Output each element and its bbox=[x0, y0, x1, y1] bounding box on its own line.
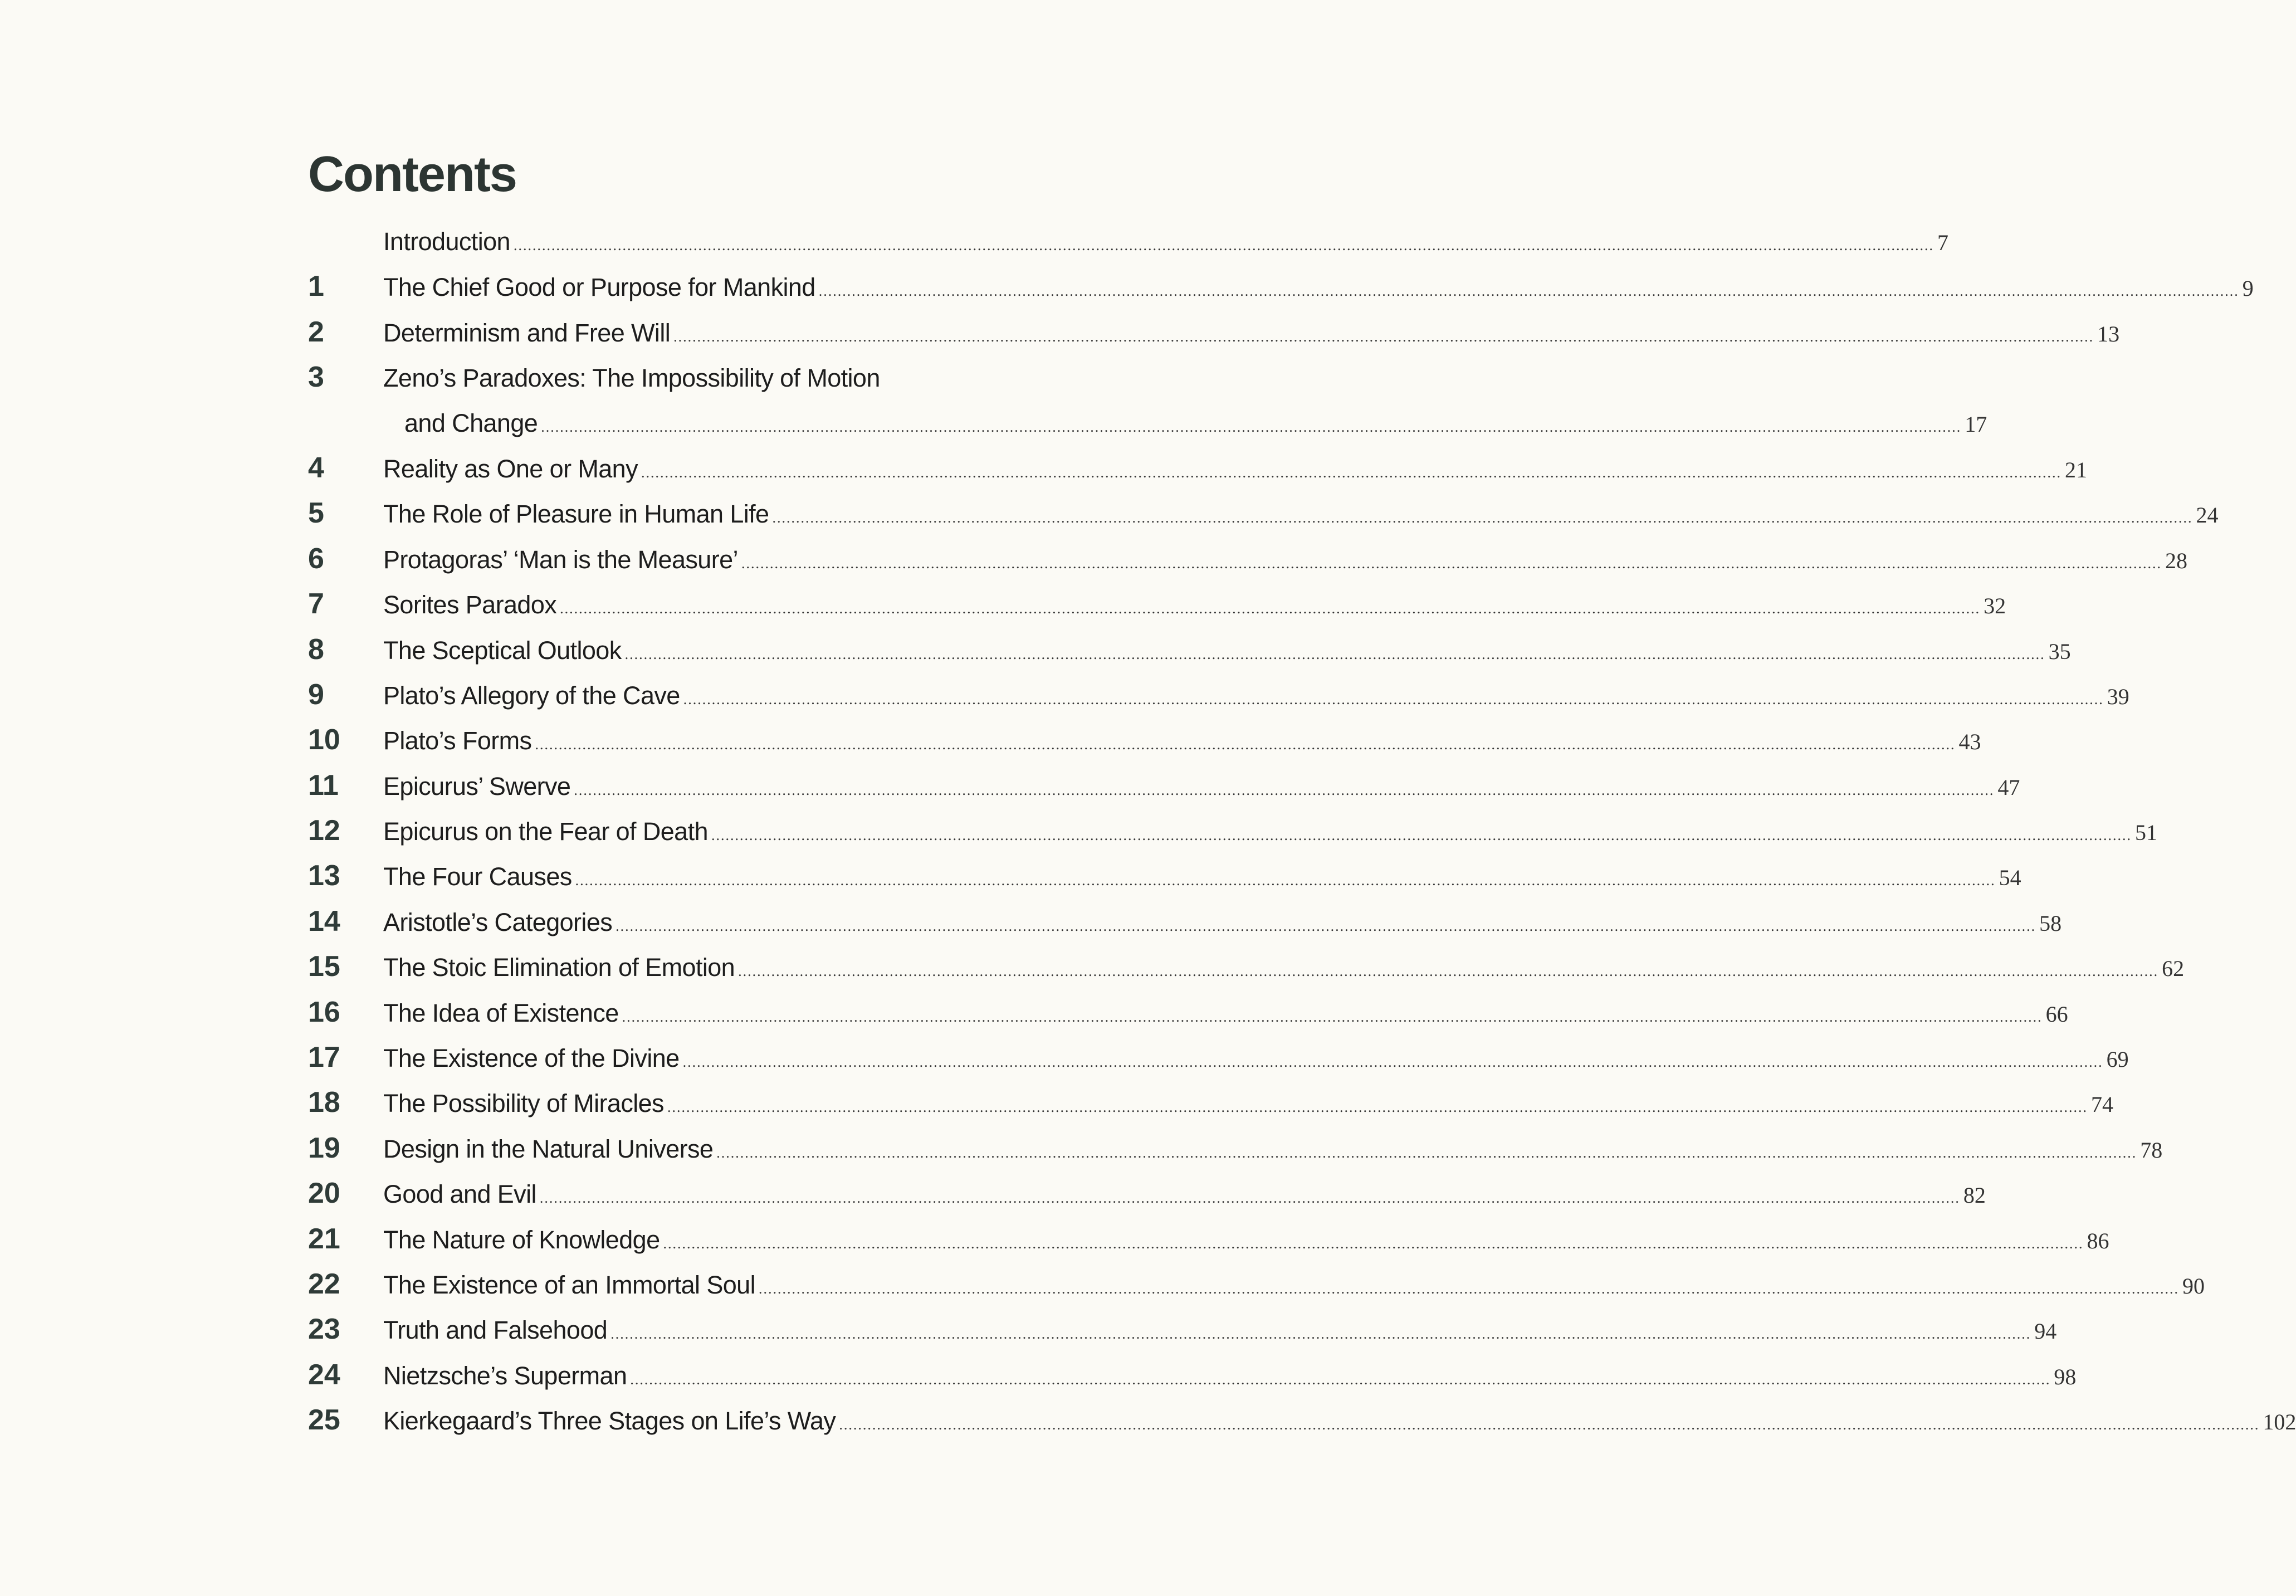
chapter-number: 1 bbox=[308, 270, 324, 303]
page-number: 86 bbox=[2087, 1228, 2109, 1253]
toc-entry bbox=[308, 899, 2062, 944]
chapter-title-continuation: and Change bbox=[404, 408, 538, 437]
chapter-number: 17 bbox=[308, 1041, 340, 1074]
toc-entry bbox=[308, 853, 2021, 899]
table-of-contents bbox=[308, 219, 2296, 1443]
toc-entry bbox=[308, 582, 2006, 627]
leader-dots: ............................................................................................................................................................................................................................................................................................................ bbox=[663, 1235, 2084, 1252]
page-title: Contents bbox=[308, 147, 516, 202]
leader-dots: ............................................................................................................................................................................................................................................................................................................ bbox=[738, 963, 2159, 980]
chapter-title: Good and Evil bbox=[383, 1180, 536, 1209]
chapter-title: Plato’s Forms bbox=[383, 726, 532, 755]
leader-dots: ............................................................................................................................................................................................................................................................................................................ bbox=[741, 555, 2162, 572]
chapter-number: 20 bbox=[308, 1177, 340, 1210]
chapter-title: The Sceptical Outlook bbox=[383, 636, 622, 665]
page-number: 24 bbox=[2196, 502, 2219, 528]
page-number: 47 bbox=[1997, 774, 2020, 800]
page-number: 74 bbox=[2090, 1092, 2113, 1117]
chapter-number: 9 bbox=[308, 678, 324, 711]
leader-dots: ............................................................................................................................................................................................................................................................................................................ bbox=[630, 1371, 2051, 1388]
chapter-title: Protagoras’ ‘Man is the Measure’ bbox=[383, 545, 738, 574]
toc-entry bbox=[308, 1307, 2057, 1352]
page-number: 43 bbox=[1958, 729, 1981, 755]
page-number: 102 bbox=[2263, 1409, 2296, 1435]
page-number: 32 bbox=[1984, 593, 2006, 619]
chapter-number: 19 bbox=[308, 1131, 340, 1164]
chapter-number: 18 bbox=[308, 1086, 340, 1119]
page-number: 69 bbox=[2106, 1047, 2129, 1072]
chapter-number: 13 bbox=[308, 860, 340, 892]
page-number: 35 bbox=[2048, 638, 2071, 664]
page-number: 13 bbox=[2097, 321, 2120, 346]
toc-entry bbox=[308, 1353, 2077, 1398]
leader-dots: ............................................................................................................................................................................................................................................................................................................ bbox=[610, 1326, 2031, 1343]
chapter-title: Truth and Falsehood bbox=[383, 1316, 608, 1345]
leader-dots: ............................................................................................................................................................................................................................................................................................................ bbox=[541, 418, 1962, 435]
chapter-title: Reality as One or Many bbox=[383, 454, 638, 483]
page-number: 94 bbox=[2034, 1319, 2057, 1344]
leader-dots: ............................................................................................................................................................................................................................................................................................................ bbox=[624, 646, 2045, 662]
page-number: 17 bbox=[1965, 411, 1987, 437]
chapter-title: Plato’s Allegory of the Cave bbox=[383, 681, 680, 710]
leader-dots: ............................................................................................................................................................................................................................................................................................................ bbox=[667, 1099, 2088, 1116]
chapter-title: Introduction bbox=[383, 227, 510, 256]
page-number: 9 bbox=[2242, 276, 2254, 301]
toc-entry bbox=[308, 1080, 2113, 1125]
toc-entry bbox=[308, 808, 2157, 853]
chapter-title: The Possibility of Miracles bbox=[383, 1089, 664, 1118]
leader-dots: ............................................................................................................................................................................................................................................................................................................ bbox=[682, 1054, 2103, 1071]
chapter-title: The Role of Pleasure in Human Life bbox=[383, 500, 769, 529]
page-number: 78 bbox=[2140, 1137, 2163, 1163]
chapter-number: 21 bbox=[308, 1222, 340, 1255]
page-number: 58 bbox=[2039, 910, 2062, 936]
chapter-title: Nietzsche’s Superman bbox=[383, 1361, 627, 1390]
leader-dots: ............................................................................................................................................................................................................................................................................................................ bbox=[560, 601, 1981, 617]
leader-dots: ............................................................................................................................................................................................................................................................................................................ bbox=[641, 464, 2061, 481]
page-number: 39 bbox=[2107, 684, 2129, 709]
toc-entry bbox=[308, 990, 2068, 1035]
leader-dots: ............................................................................................................................................................................................................................................................................................................ bbox=[716, 1144, 2137, 1161]
toc-entry bbox=[308, 944, 2185, 989]
leader-dots: ............................................................................................................................................................................................................................................................................................................ bbox=[615, 917, 2036, 934]
page-number: 62 bbox=[2162, 956, 2185, 982]
toc-entry bbox=[308, 446, 2087, 491]
leader-dots: ............................................................................................................................................................................................................................................................................................................ bbox=[683, 691, 2104, 707]
toc-entry-continuation bbox=[308, 401, 1987, 446]
toc-entry bbox=[308, 491, 2219, 536]
leader-dots: ............................................................................................................................................................................................................................................................................................................ bbox=[759, 1280, 2180, 1297]
page-number: 66 bbox=[2045, 1001, 2068, 1027]
chapter-title: The Idea of Existence bbox=[383, 998, 619, 1027]
page-number: 21 bbox=[2065, 457, 2087, 482]
leader-dots: ............................................................................................................................................................................................................................................................................................................ bbox=[575, 872, 1996, 889]
chapter-title: Zeno’s Paradoxes: The Impossibility of Motion bbox=[383, 364, 880, 393]
toc-entry bbox=[308, 763, 2020, 808]
chapter-title: The Four Causes bbox=[383, 862, 572, 891]
page-number: 82 bbox=[1963, 1183, 1986, 1208]
page-number: 7 bbox=[1937, 230, 1948, 255]
chapter-number: 3 bbox=[308, 361, 324, 394]
toc-entry bbox=[308, 1398, 2296, 1443]
toc-entry bbox=[308, 219, 1948, 264]
chapter-title: Epicurus’ Swerve bbox=[383, 772, 571, 801]
chapter-title: The Stoic Elimination of Emotion bbox=[383, 953, 735, 982]
chapter-number: 22 bbox=[308, 1267, 340, 1300]
chapter-number: 8 bbox=[308, 633, 324, 666]
toc-entry bbox=[308, 1217, 2109, 1262]
chapter-title: Kierkegaard’s Three Stages on Life’s Way bbox=[383, 1407, 836, 1436]
toc-entry bbox=[308, 536, 2187, 582]
toc-entry bbox=[308, 1035, 2129, 1080]
chapter-number: 14 bbox=[308, 905, 340, 938]
chapter-title: Design in the Natural Universe bbox=[383, 1134, 714, 1163]
chapter-number: 24 bbox=[308, 1358, 340, 1391]
chapter-number: 4 bbox=[308, 451, 324, 484]
leader-dots: ............................................................................................................................................................................................................................................................................................................ bbox=[622, 1008, 2043, 1025]
leader-dots: ............................................................................................................................................................................................................................................................................................................ bbox=[574, 782, 1995, 798]
page-number: 98 bbox=[2054, 1364, 2077, 1389]
toc-entry bbox=[308, 355, 1008, 400]
chapter-number: 23 bbox=[308, 1313, 340, 1346]
toc-entry bbox=[308, 1171, 1986, 1216]
leader-dots: ............................................................................................................................................................................................................................................................................................................ bbox=[818, 283, 2239, 300]
chapter-number: 11 bbox=[308, 769, 339, 802]
chapter-title: The Existence of the Divine bbox=[383, 1044, 680, 1073]
chapter-number: 7 bbox=[308, 588, 324, 621]
page-number: 51 bbox=[2134, 820, 2157, 846]
chapter-number: 10 bbox=[308, 724, 340, 756]
chapter-number: 5 bbox=[308, 497, 324, 530]
chapter-title: The Nature of Knowledge bbox=[383, 1225, 660, 1254]
chapter-number: 2 bbox=[308, 315, 324, 348]
leader-dots: ............................................................................................................................................................................................................................................................................................................ bbox=[839, 1417, 2260, 1433]
page-number: 90 bbox=[2182, 1273, 2205, 1299]
chapter-title: The Existence of an Immortal Soul bbox=[383, 1270, 756, 1299]
toc-entry bbox=[308, 672, 2129, 718]
page-number: 54 bbox=[1999, 865, 2021, 891]
toc-entry bbox=[308, 1126, 2163, 1171]
chapter-title: The Chief Good or Purpose for Mankind bbox=[383, 273, 815, 302]
chapter-title: Sorites Paradox bbox=[383, 590, 557, 619]
leader-dots: ............................................................................................................................................................................................................................................................................................................ bbox=[772, 510, 2193, 526]
toc-entry bbox=[308, 718, 1981, 763]
chapter-number: 16 bbox=[308, 995, 340, 1028]
page-number: 28 bbox=[2165, 548, 2187, 573]
chapter-number: 6 bbox=[308, 542, 324, 575]
chapter-number: 15 bbox=[308, 950, 340, 983]
chapter-number: 12 bbox=[308, 814, 340, 847]
leader-dots: ............................................................................................................................................................................................................................................................................................................ bbox=[535, 736, 1956, 753]
chapter-title: Aristotle’s Categories bbox=[383, 907, 613, 936]
toc-entry bbox=[308, 310, 2120, 355]
leader-dots: ............................................................................................................................................................................................................................................................................................................ bbox=[673, 328, 2094, 345]
leader-dots: ............................................................................................................................................................................................................................................................................................................ bbox=[539, 1190, 1960, 1207]
leader-dots: ............................................................................................................................................................................................................................................................................................................ bbox=[513, 237, 1934, 253]
leader-dots: ............................................................................................................................................................................................................................................................................................................ bbox=[711, 827, 2132, 844]
toc-entry bbox=[308, 264, 2254, 309]
toc-entry bbox=[308, 1262, 2205, 1307]
toc-entry bbox=[308, 627, 2071, 672]
chapter-title: Epicurus on the Fear of Death bbox=[383, 817, 708, 846]
chapter-number: 25 bbox=[308, 1404, 340, 1437]
chapter-title: Determinism and Free Will bbox=[383, 318, 671, 347]
